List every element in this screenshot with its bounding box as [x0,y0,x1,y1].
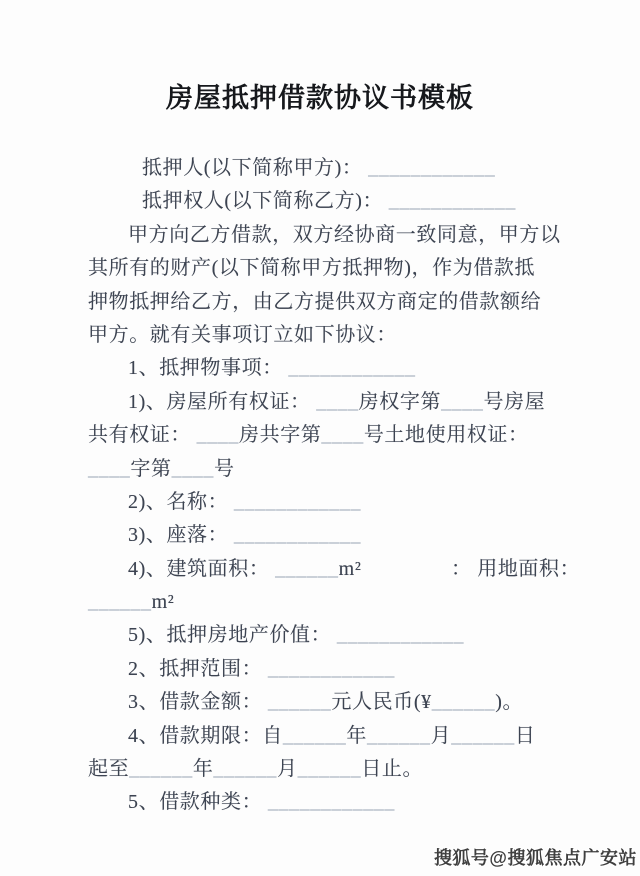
doc-line-item-1-4-cont: ______m² [88,591,175,614]
doc-line-item-1-1: 1)、房屋所有权证： ____房权字第____号房屋 [128,390,546,413]
doc-line-preamble-3: 押物抵押给乙方，由乙方提供双方商定的借款额给 [88,290,542,313]
doc-line-item-1: 1、抵押物事项： ____________ [128,357,416,380]
doc-line-preamble-2: 其所有的财产(以下简称甲方抵押物)，作为借款抵 [88,257,536,280]
doc-line-preamble-4: 甲方。就有关事项订立如下协议： [88,323,397,346]
doc-line-item-1-1-cont-2: ____字第____号 [88,457,235,480]
doc-line-item-1-5: 5)、抵押房地产价值： ____________ [128,624,465,647]
watermark: 搜狐号@搜狐焦点广安站 [433,848,637,868]
document-title: 房屋抵押借款协议书模板 [166,83,474,113]
doc-line-mortgagor: 抵押人(以下简称甲方)： ____________ [142,157,496,179]
doc-line-preamble-1: 甲方向乙方借款，双方经协商一致同意，甲方以 [128,223,561,246]
doc-line-item-1-1-cont-1: 共有权证： ____房共字第____号土地使用权证： [88,424,529,447]
doc-line-mortgagee: 抵押权人(以下简称乙方)： ____________ [142,190,516,213]
doc-line-item-1-3: 3)、座落： ____________ [128,524,362,547]
doc-line-item-4: 4、借款期限：自______年______月______日 [128,724,536,747]
doc-line-item-4-cont: 起至______年______月______日止。 [88,758,424,781]
doc-line-item-1-2: 2)、名称： ____________ [128,490,362,513]
doc-line-item-1-4: 4)、建筑面积： ______m² ： 用地面积： [128,557,581,580]
document-body [88,152,588,820]
doc-line-item-5: 5、借款种类： ____________ [128,791,396,814]
doc-line-item-3: 3、借款金额： ______元人民币(¥______)。 [128,691,524,714]
doc-line-item-2: 2、抵押范围： ____________ [128,657,396,680]
